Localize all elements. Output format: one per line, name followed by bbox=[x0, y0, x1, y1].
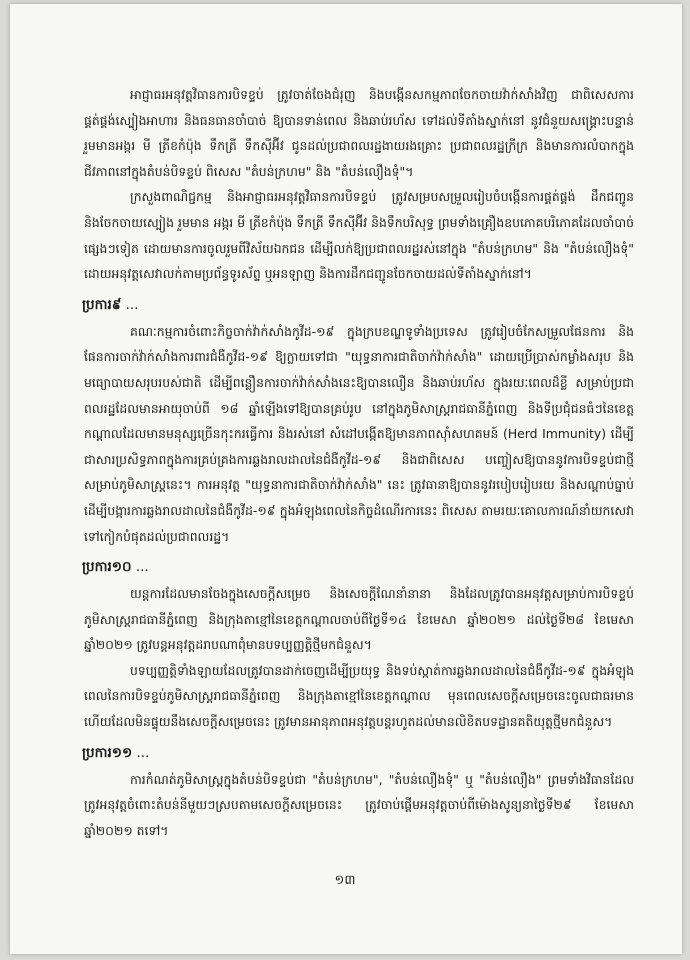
article-9-heading bbox=[82, 293, 634, 317]
article-11-label: ប្រការ១១ bbox=[82, 744, 133, 761]
paragraph-2: ក្រសួងពាណិជ្ជកម្ម និងអាជ្ញាធរអនុវត្តវិធានការបិទខ្ទប់ ត្រូវសម្របសម្រួលរៀបចំបង្កើនការផ្គត់ផ្គង់ ដឹកជញ្ជូន និងចែកចាយស្បៀង រួមមាន អង្ករ មី ត្រីខកំប៉ុង ទឹកត្រី ទឹកស៊ីអ៊ីវ និងទឹកបរិសុទ្ធ ព្រមទាំងគ្រឿងឧបភោគបរិភោគដែលចាំបាច់ផ្សេងៗទៀត ដោយមានការចូលរួមពីវិស័យឯកជន ដើម្បីលក់ឱ្យប្រជាពលរដ្ឋរស់នៅក្នុង "តំបន់ក្រហម" និង "តំបន់លឿងទុំ" ដោយអនុវត្តសេវាលក់តាមប្រព័ន្ធទូរស័ព្ទ ឬអនឡាញ និងការដឹកជញ្ជូនចែកចាយដល់ទីតាំងស្នាក់នៅ។ bbox=[84, 189, 634, 282]
article-11-heading bbox=[82, 741, 634, 765]
article-11-dots: ... bbox=[132, 744, 150, 761]
article-10-label: ប្រការ១០ bbox=[82, 559, 132, 576]
article-9-label: ប្រការ៩ bbox=[82, 296, 122, 313]
document-body bbox=[84, 82, 634, 843]
article-10-dots: ... bbox=[131, 559, 149, 576]
paragraph-1: អាជ្ញាធរអនុវត្តវិធានការបិទខ្ទប់ ត្រូវចាត់ចែងជំរុញ និងបង្កើនសកម្មភាពចែកចាយវ៉ាក់សាំងវិញ ជាពិសេសការផ្គត់ផ្គង់ស្បៀងអាហារ និងធនធានចាំបាច់ ឱ្យបានទាន់ពេល និងឆាប់រហ័ស ទៅដល់ទីតាំងស្នាក់នៅ នូវជំនួយសង្គ្រោះបន្ទាន់ រួមមានអង្ករ មី ត្រីខកំប៉ុង ទឹកត្រី ទឹកស៊ីអ៊ីវ ជូនដល់ប្រជាពលរដ្ឋងាយរងគ្រោះ ប្រជាពលរដ្ឋក្រីក្រ និងមានការលំបាកក្នុងជីវភាពនៅក្នុងតំបន់បិទខ្ទប់ ពិសេស "តំបន់ក្រហម" និង "តំបន់លឿងទុំ"។ bbox=[84, 87, 634, 179]
paragraph-6: ការកំណត់ភូមិសាស្ត្រក្នុងតំបន់បិទខ្ទប់ជា "តំបន់ក្រហម", "តំបន់លឿងទុំ" ឬ "តំបន់លឿង" ព្រមទាំងវិធានដែលត្រូវអនុវត្តចំពោះតំបន់នីមួយៗស្របតាមសេចក្តីសម្រេចនេះ ត្រូវចាប់ផ្តើមអនុវត្តចាប់ពីម៉ោងសូន្យនាថ្ងៃទី២៩ ខែមេសា ឆ្នាំ២០២១ តទៅ។ bbox=[84, 771, 634, 838]
article-9-dots: ... bbox=[121, 296, 139, 313]
paragraph-5: បទប្បញ្ញត្តិទាំងឡាយដែលត្រូវបានដាក់ចេញដើម្បីប្រយុទ្ធ និងទប់ស្កាត់ការឆ្លងរាលដាលនៃជំងឺកូវីដ-១៩ ក្នុងអំឡុងពេលនៃការបិទខ្ទប់ភូមិសាស្ត្ររាជធានីភ្នំពេញ និងក្រុងតាខ្មៅនៃខេត្តកណ្តាល មុនពេលសេចក្តីសម្រេចនេះចូលជាធរមាន ហើយដែលមិនផ្ទុយនឹងសេចក្តីសម្រេចនេះ ត្រូវមានអានុភាពអនុវត្តបន្តរហូតដល់មានលិខិតបទដ្ឋានគតិយុត្តថ្មីមកជំនួស។ bbox=[84, 662, 634, 730]
article-10-heading bbox=[82, 555, 634, 579]
paragraph-3: គណៈកម្មការចំពោះកិច្ចចាក់វ៉ាក់សាំងកូវីដ-១៩ ក្នុងក្របខណ្ឌទូទាំងប្រទេស ត្រូវរៀបចំកែសម្រួលផែនការ និងផែនការចាក់វ៉ាក់សាំងការពារជំងឺកូវីដ-១៩ ឱ្យក្លាយទៅជា "យុទ្ធនាការជាតិចាក់វ៉ាក់សាំង" ដោយប្រើប្រាស់កម្លាំងសរុប និងមធ្យោបាយសរុបរបស់ជាតិ ដើម្បីពន្លឿនការចាក់វ៉ាក់សាំងនេះឱ្យបានលឿន និងឆាប់រហ័ស ក្នុងរយៈពេលដ៏ខ្លី សម្រាប់ប្រជាពលរដ្ឋដែលមានអាយុចាប់ពី ១៨ ឆ្នាំឡើងទៅឱ្យបានគ្រប់រូប នៅក្នុងភូមិសាស្ត្ររាជធានីភ្នំពេញ និងទីប្រជុំជនធំៗនៃខេត្តកណ្តាលដែលមានមនុស្សច្រើនកុះករធ្វើការ និងរស់នៅ សំដៅបង្កើតឱ្យមានភាពស៊ាំសហគមន៍ (Herd Immunity) ដើម្បីជាសារប្រសិទ្ធភាពក្នុងការគ្រប់គ្រងការឆ្លងរាលដាលនៃជំងឺកូវីដ-១៩ និងជាពិសេស បញ្ចៀសឱ្យបាននូវការបិទខ្ទប់ជាថ្មីសម្រាប់ភូមិសាស្ត្រនេះ។ ការអនុវត្ត "យុទ្ធនាការជាតិចាក់វ៉ាក់សាំង" នេះ ត្រូវធានាឱ្យបាននូវរបៀបរៀបរយ និងសណ្តាប់ធ្នាប់ ដើម្បីបង្ការការឆ្លងរាលដាលនៃជំងឺកូវីដ-១៩ ក្នុងអំឡុងពេលនៃកិច្ចដំណើរការនេះ ពិសេស តាមរយៈគោលការណ៍នាំយកសេវាទៅកៀកបំផុតដល់ប្រជាពលរដ្ឋ។ bbox=[84, 323, 634, 544]
document-page bbox=[10, 4, 682, 954]
paragraph-4: យន្តការដែលមានចែងក្នុងសេចក្តីសម្រេច និងសេចក្តីណែនាំនានា និងដែលត្រូវបានអនុវត្តសម្រាប់ការបិទខ្ទប់ភូមិសាស្ត្ររាជធានីភ្នំពេញ និងក្រុងតាខ្មៅនៃខេត្តកណ្តាលចាប់ពីថ្ងៃទី១៤ ខែមេសា ឆ្នាំ២០២១ ដល់ថ្ងៃទី២៨ ខែមេសា ឆ្នាំ២០២១ ត្រូវបន្តអនុវត្តដរាបណាពុំមានបទប្បញ្ញត្តិថ្មីមកជំនួស។ bbox=[84, 586, 634, 653]
page-number: ១៣ bbox=[334, 873, 356, 888]
